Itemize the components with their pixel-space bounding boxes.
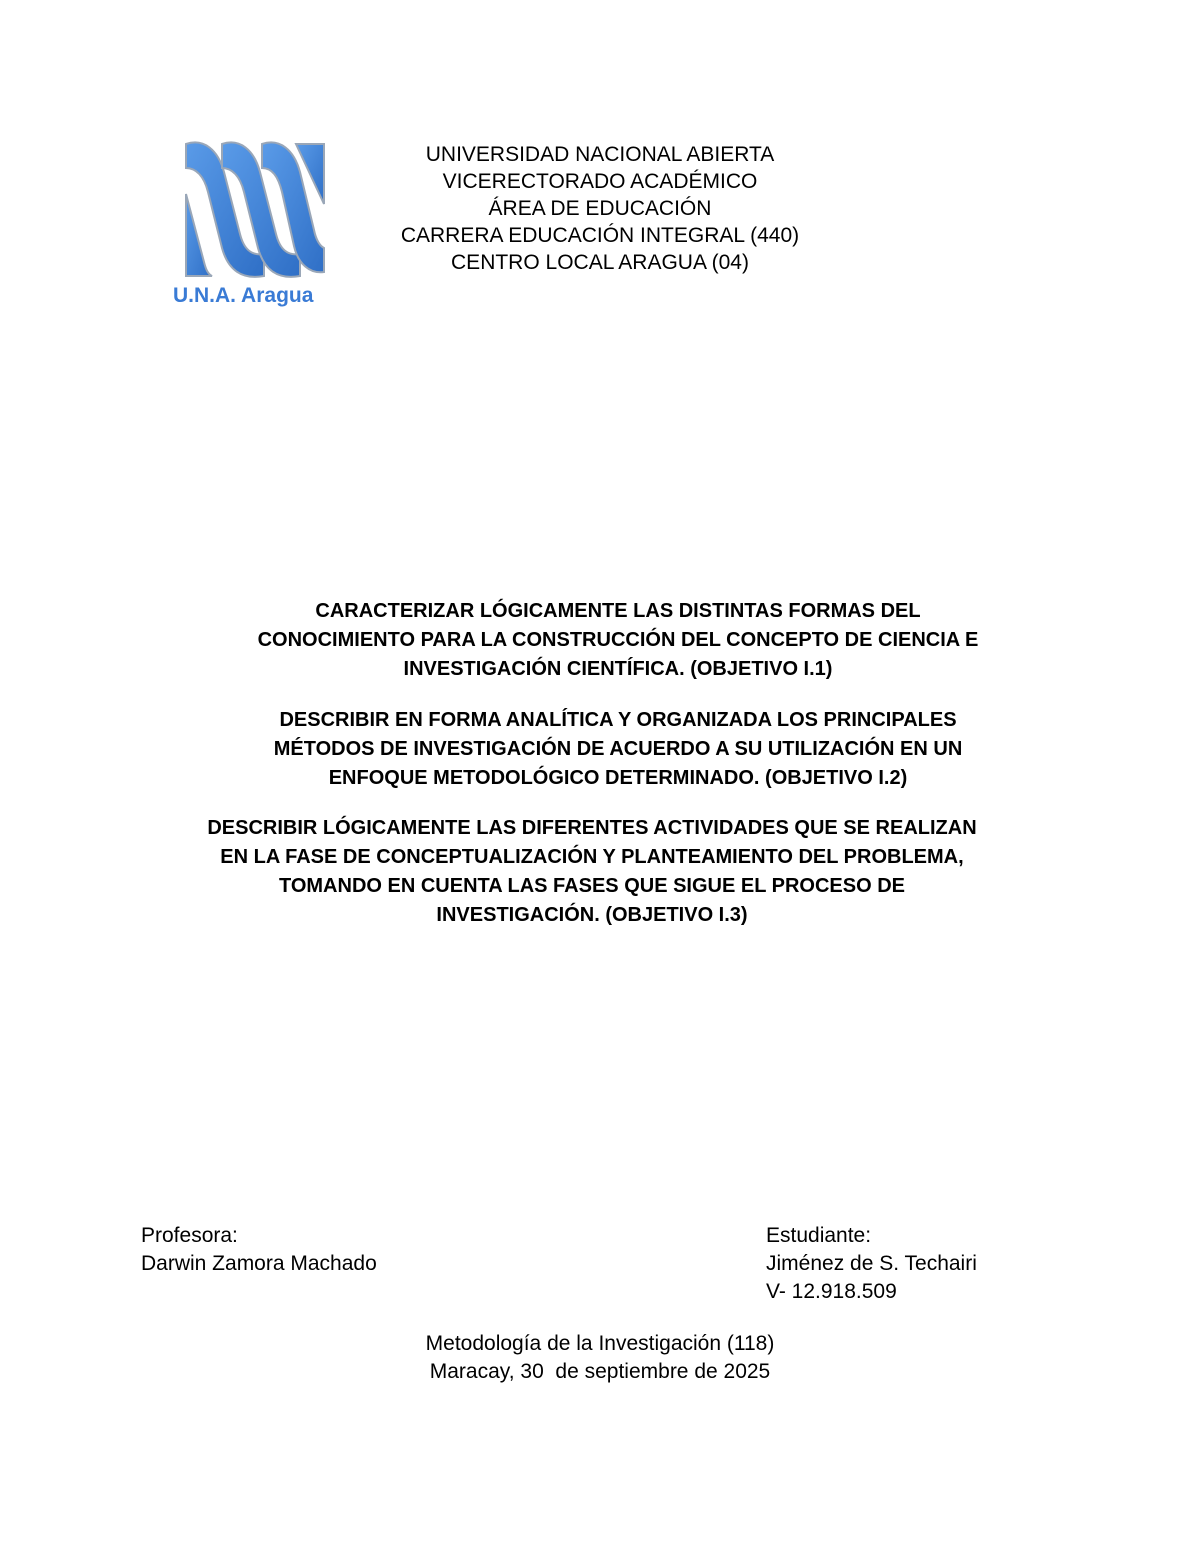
- objective-line: INVESTIGACIÓN. (OBJETIVO I.3): [436, 904, 748, 926]
- objective-line: DESCRIBIR EN FORMA ANALÍTICA Y ORGANIZADA LOS PRINCIPALES: [279, 709, 957, 731]
- objective-2: [100, 706, 1136, 793]
- professor-block: [141, 1222, 377, 1278]
- student-block: [766, 1222, 977, 1306]
- objective-line: CONOCIMIENTO PARA LA CONSTRUCCIÓN DEL CONCEPTO DE CIENCIA E: [257, 629, 979, 651]
- header-line: VICERECTORADO ACADÉMICO: [442, 170, 758, 193]
- footer-block: [300, 1330, 900, 1386]
- objective-line: EN LA FASE DE CONCEPTUALIZACIÓN Y PLANTEAMIENTO DEL PROBLEMA,: [220, 846, 964, 868]
- header-line: UNIVERSIDAD NACIONAL ABIERTA: [425, 143, 775, 166]
- header-line: CENTRO LOCAL ARAGUA (04): [451, 251, 749, 274]
- objective-3: [60, 814, 1124, 930]
- logo-text: U.N.A. Aragua: [173, 284, 314, 307]
- professor-label: Profesora:: [141, 1224, 238, 1247]
- student-id: V- 12.918.509: [766, 1280, 897, 1303]
- student-name: Jiménez de S. Techairi: [766, 1252, 977, 1275]
- professor-name: Darwin Zamora Machado: [141, 1252, 377, 1275]
- place-date: Maracay, 30 de septiembre de 2025: [429, 1360, 771, 1383]
- objective-line: DESCRIBIR LÓGICAMENTE LAS DIFERENTES ACTIVIDADES QUE SE REALIZAN: [207, 817, 977, 839]
- objective-line: ENFOQUE METODOLÓGICO DETERMINADO. (OBJETIVO I.2): [328, 767, 908, 789]
- course-name: Metodología de la Investigación (118): [425, 1332, 775, 1355]
- objective-line: TOMANDO EN CUENTA LAS FASES QUE SIGUE EL PROCESO DE: [278, 875, 905, 897]
- objective-line: MÉTODOS DE INVESTIGACIÓN DE ACUERDO A SU UTILIZACIÓN EN UN: [273, 738, 963, 760]
- student-label: Estudiante:: [766, 1224, 872, 1247]
- objective-line: CARACTERIZAR LÓGICAMENTE LAS DISTINTAS FORMAS DEL: [315, 600, 921, 622]
- objective-1: [100, 597, 1136, 684]
- institution-header: [300, 141, 900, 276]
- header-line: CARRERA EDUCACIÓN INTEGRAL (440): [400, 224, 800, 247]
- header-line: ÁREA DE EDUCACIÓN: [488, 197, 712, 220]
- objective-line: INVESTIGACIÓN CIENTÍFICA. (OBJETIVO I.1): [403, 658, 833, 680]
